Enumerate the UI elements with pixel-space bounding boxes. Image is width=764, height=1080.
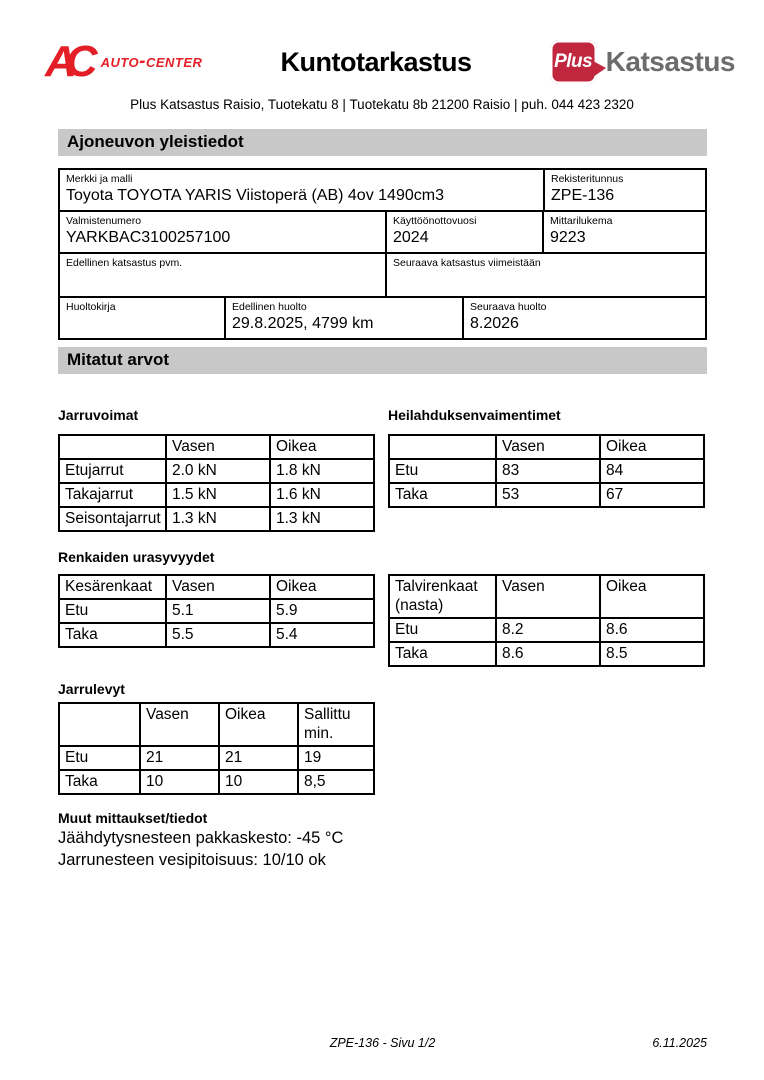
brakes-shocks-row bbox=[58, 407, 707, 532]
table-row bbox=[59, 599, 374, 623]
field-label: Valmistenumero bbox=[66, 215, 142, 227]
table-row bbox=[60, 210, 705, 252]
vehicle-info-table bbox=[58, 168, 707, 340]
header-cell: Vasen bbox=[166, 435, 270, 459]
header-cell: Sallittu min. bbox=[298, 703, 374, 746]
table-header-row bbox=[389, 435, 704, 459]
value-cell: 67 bbox=[600, 483, 704, 507]
header-cell bbox=[389, 435, 496, 459]
next-inspection-cell bbox=[385, 254, 705, 296]
auto-center-logo-text: auto-center bbox=[100, 51, 203, 72]
field-value bbox=[66, 270, 379, 290]
report-content bbox=[58, 129, 707, 871]
field-label: Seuraava huolto bbox=[470, 301, 547, 313]
previous-inspection-cell bbox=[60, 254, 385, 296]
make-model-cell bbox=[60, 170, 543, 210]
header-cell: Oikea bbox=[600, 435, 704, 459]
header-cell: Oikea bbox=[219, 703, 298, 746]
table-header-row bbox=[59, 703, 374, 746]
section-header-vehicle-info: Ajoneuvon yleistiedot bbox=[58, 129, 707, 156]
brake-forces-group bbox=[58, 407, 373, 532]
field-value: 8.2026 bbox=[470, 315, 519, 332]
value-cell: 10 bbox=[219, 770, 298, 794]
value-cell: 1.6 kN bbox=[270, 483, 374, 507]
header-cell bbox=[59, 435, 166, 459]
winter-tires-group bbox=[388, 574, 703, 667]
row-label-cell: Etu bbox=[389, 459, 496, 483]
page-title: Kuntotarkastus bbox=[280, 46, 472, 77]
brake-discs-table bbox=[58, 702, 375, 795]
row-label-cell: Taka bbox=[389, 483, 496, 507]
table-row bbox=[389, 459, 704, 483]
header-cell: Talvirenkaat (nasta) bbox=[389, 575, 496, 618]
field-label: Seuraava katsastus viimeistään bbox=[393, 257, 541, 269]
header-cell bbox=[59, 703, 140, 746]
other-measurements-title: Muut mittaukset/tiedot bbox=[58, 810, 208, 826]
field-label: Mittarilukema bbox=[550, 215, 613, 227]
katsastus-logo-text: Katsastus bbox=[605, 46, 735, 77]
table-row bbox=[59, 746, 374, 770]
value-cell: 5.5 bbox=[166, 623, 270, 647]
field-label: Käyttöönottovuosi bbox=[393, 215, 477, 227]
table-row bbox=[60, 296, 705, 338]
header-cell: Oikea bbox=[270, 435, 374, 459]
page-footer bbox=[58, 1036, 707, 1050]
value-cell: 1.8 kN bbox=[270, 459, 374, 483]
summer-tires-group bbox=[58, 574, 373, 648]
value-cell: 1.5 kN bbox=[166, 483, 270, 507]
field-value: ZPE-136 bbox=[551, 187, 615, 204]
table-row bbox=[59, 507, 374, 531]
table-row bbox=[59, 623, 374, 647]
other-measurements-group bbox=[58, 810, 707, 871]
section-header-measured-values: Mitatut arvot bbox=[58, 347, 707, 374]
table-row bbox=[59, 483, 374, 507]
plus-logo-text: Plus bbox=[554, 51, 593, 72]
table-header-row bbox=[59, 575, 374, 599]
value-cell: 10 bbox=[140, 770, 219, 794]
shock-absorbers-table bbox=[388, 434, 705, 508]
value-cell: 84 bbox=[600, 459, 704, 483]
speech-bubble-tail-icon bbox=[593, 61, 606, 77]
first-registration-year-cell bbox=[385, 212, 542, 252]
summer-tires-table bbox=[58, 574, 375, 648]
value-cell: 8.6 bbox=[600, 618, 704, 642]
header-cell: Vasen bbox=[496, 575, 600, 618]
row-label-cell: Etu bbox=[389, 618, 496, 642]
row-label-cell: Takajarrut bbox=[59, 483, 166, 507]
row-label-cell: Etujarrut bbox=[59, 459, 166, 483]
vin-cell bbox=[60, 212, 385, 252]
brake-forces-table bbox=[58, 434, 375, 532]
row-label-cell: Etu bbox=[59, 746, 140, 770]
previous-service-cell bbox=[224, 298, 462, 338]
table-row bbox=[59, 459, 374, 483]
value-cell: 83 bbox=[496, 459, 600, 483]
next-service-cell bbox=[462, 298, 705, 338]
registration-cell bbox=[543, 170, 705, 210]
table-header-row bbox=[389, 575, 704, 618]
field-label: Rekisteritunnus bbox=[551, 173, 624, 185]
plus-katsastus-logo bbox=[550, 40, 735, 84]
header-cell: Oikea bbox=[270, 575, 374, 599]
value-cell: 5.4 bbox=[270, 623, 374, 647]
header-cell: Vasen bbox=[166, 575, 270, 599]
footer-date: 6.11.2025 bbox=[652, 1036, 707, 1050]
field-label: Edellinen huolto bbox=[232, 301, 307, 313]
field-value: 29.8.2025, 4799 km bbox=[232, 315, 374, 332]
field-label: Edellinen katsastus pvm. bbox=[66, 257, 183, 269]
brake-discs-title: Jarrulevyt bbox=[58, 681, 125, 697]
header-cell: Kesärenkaat bbox=[59, 575, 166, 599]
service-book-cell bbox=[60, 298, 224, 338]
value-cell: 21 bbox=[140, 746, 219, 770]
odometer-cell bbox=[542, 212, 705, 252]
shock-absorbers-group bbox=[388, 407, 703, 508]
row-label-cell: Taka bbox=[59, 623, 166, 647]
table-row bbox=[389, 618, 704, 642]
table-row bbox=[389, 483, 704, 507]
value-cell: 1.3 kN bbox=[166, 507, 270, 531]
field-value bbox=[66, 314, 218, 334]
table-row bbox=[59, 770, 374, 794]
row-label-cell: Seisontajarrut bbox=[59, 507, 166, 531]
table-row bbox=[389, 642, 704, 666]
field-value: YARKBAC3100257100 bbox=[66, 229, 231, 246]
value-cell: 2.0 kN bbox=[166, 459, 270, 483]
field-value: Toyota TOYOTA YARIS Viistoperä (AB) 4ov 1490cm3 bbox=[66, 187, 444, 204]
value-cell: 1.3 kN bbox=[270, 507, 374, 531]
shock-absorbers-title: Heilahduksenvaimentimet bbox=[388, 407, 561, 423]
field-value bbox=[393, 270, 699, 290]
brake-fluid-water-content-line: Jarrunesteen vesipitoisuus: 10/10 ok bbox=[58, 851, 326, 869]
coolant-freeze-point-line: Jäähdytysnesteen pakkaskesto: -45 °C bbox=[58, 829, 344, 847]
value-cell: 8.6 bbox=[496, 642, 600, 666]
value-cell: 8.2 bbox=[496, 618, 600, 642]
auto-center-monogram-icon: AC bbox=[45, 37, 87, 86]
field-label: Merkki ja malli bbox=[66, 173, 133, 185]
tires-row bbox=[58, 574, 707, 667]
header-cell: Vasen bbox=[496, 435, 600, 459]
field-label: Huoltokirja bbox=[66, 301, 116, 313]
value-cell: 53 bbox=[496, 483, 600, 507]
header-cell: Vasen bbox=[140, 703, 219, 746]
footer-page-number: ZPE-136 - Sivu 1/2 bbox=[329, 1036, 436, 1050]
value-cell: 5.9 bbox=[270, 599, 374, 623]
tire-tread-title: Renkaiden urasyvyydet bbox=[58, 549, 215, 565]
page-header bbox=[0, 0, 764, 84]
table-header-row bbox=[59, 435, 374, 459]
value-cell: 8,5 bbox=[298, 770, 374, 794]
field-value: 2024 bbox=[393, 229, 429, 246]
value-cell: 21 bbox=[219, 746, 298, 770]
table-row bbox=[60, 252, 705, 296]
table-row bbox=[60, 170, 705, 210]
station-address: Plus Katsastus Raisio, Tuotekatu 8 | Tuotekatu 8b 21200 Raisio | puh. 044 423 2320 bbox=[130, 97, 634, 112]
value-cell: 8.5 bbox=[600, 642, 704, 666]
row-label-cell: Taka bbox=[389, 642, 496, 666]
field-value: 9223 bbox=[550, 229, 586, 246]
value-cell: 19 bbox=[298, 746, 374, 770]
row-label-cell: Taka bbox=[59, 770, 140, 794]
brake-forces-title: Jarruvoimat bbox=[58, 407, 139, 423]
plus-speech-bubble-icon bbox=[550, 40, 597, 84]
auto-center-logo bbox=[45, 37, 203, 86]
row-label-cell: Etu bbox=[59, 599, 166, 623]
winter-tires-table bbox=[388, 574, 705, 667]
header-cell: Oikea bbox=[600, 575, 704, 618]
value-cell: 5.1 bbox=[166, 599, 270, 623]
